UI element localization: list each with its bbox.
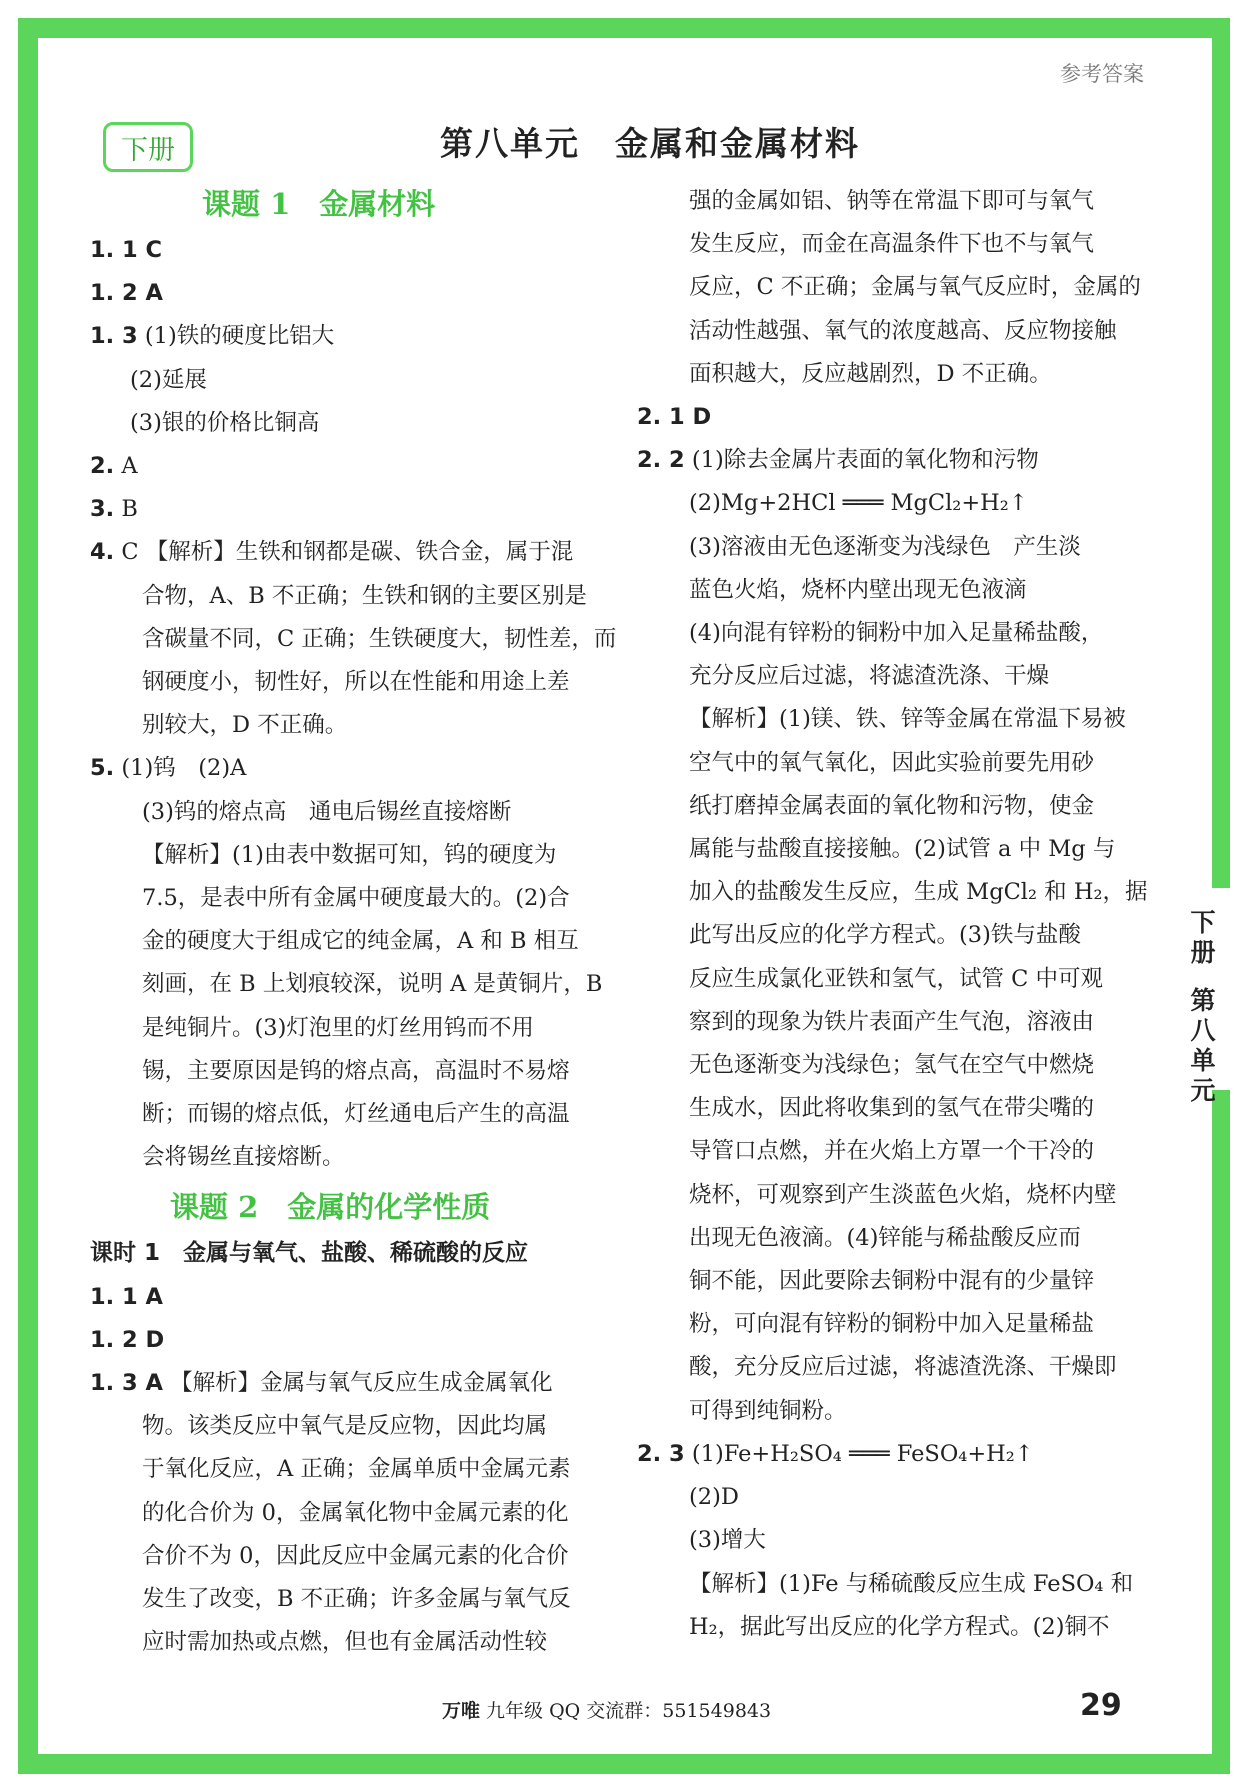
answer-line <box>90 747 620 790</box>
answer-number: 3. <box>90 496 115 523</box>
page-frame-bottom <box>18 1754 1230 1774</box>
answer-text: 钢硬度小，韧性好，所以在性能和用途上差 <box>142 669 570 696</box>
answer-text: 金的硬度大于组成它的纯金属，A 和 B 相互 <box>142 928 579 955</box>
answer-number: 5. <box>90 755 115 782</box>
answer-text: 出现无色液滴。(4)锌能与稀盐酸反应而 <box>689 1224 1081 1251</box>
answer-line <box>637 526 1157 569</box>
page-number: 29 <box>1080 1688 1122 1723</box>
answer-text: 合价不为 0，因此反应中金属元素的化合价 <box>142 1542 569 1569</box>
answer-line <box>637 785 1157 828</box>
answer-number: 1. 1 C <box>90 237 163 263</box>
answer-line <box>637 439 1157 482</box>
answer-line <box>637 1563 1157 1606</box>
answer-text: 面积越大，反应越剧烈，D 不正确。 <box>689 360 1052 387</box>
answer-text: 活动性越强、氧气的浓度越高、反应物接触 <box>689 317 1117 344</box>
answer-text: A <box>114 453 138 480</box>
answer-text: 7.5，是表中所有金属中硬度最大的。(2)合 <box>142 885 570 912</box>
answer-text: 于氧化反应，A 正确；金属单质中金属元素 <box>142 1456 571 1483</box>
answer-text: (1)除去金属片表面的氧化物和污物 <box>684 447 1039 474</box>
answer-line <box>90 359 620 402</box>
answer-line <box>90 661 620 704</box>
answer-line <box>637 310 1157 353</box>
answer-line <box>90 1093 620 1136</box>
footer-text: 九年级 QQ 交流群：551549843 <box>480 1700 772 1722</box>
answer-line <box>90 1448 620 1491</box>
answer-text: (2)D <box>689 1484 739 1511</box>
answer-text: 加入的盐酸发生反应，生成 MgCl₂ 和 H₂，据 <box>689 879 1148 906</box>
answer-text: (2)Mg+2HCl ═══ MgCl₂+H₂↑ <box>689 490 1028 517</box>
answer-text: (1)铁的硬度比铝大 <box>137 323 335 350</box>
left-column <box>90 180 620 1664</box>
answer-line <box>90 445 620 488</box>
answer-text: 无色逐渐变为浅绿色；氢气在空气中燃烧 <box>689 1052 1095 1079</box>
answer-line <box>637 958 1157 1001</box>
answer-line <box>90 1136 620 1179</box>
answer-line <box>90 575 620 618</box>
answer-line <box>637 1606 1157 1649</box>
right-column <box>637 180 1157 1649</box>
answer-line <box>637 266 1157 309</box>
answer-text: 铜不能，因此要除去铜粉中混有的少量锌 <box>689 1268 1095 1295</box>
answer-line <box>90 272 620 315</box>
answer-line <box>90 229 620 272</box>
answer-line <box>637 482 1157 525</box>
answer-text: 断；而锡的熔点低，灯丝通电后产生的高温 <box>142 1101 570 1128</box>
answer-line <box>637 612 1157 655</box>
side-tab <box>1176 888 1230 1105</box>
answer-text: 发生了改变，B 不正确；许多金属与氧气反 <box>142 1586 571 1613</box>
right-answer-list <box>637 180 1157 1649</box>
answer-line <box>637 353 1157 396</box>
answer-text: 的化合价为 0，金属氧化物中金属元素的化 <box>142 1499 569 1526</box>
answer-text: 【解析】(1)镁、铁、锌等金属在常温下易被 <box>689 706 1126 733</box>
answer-line <box>637 223 1157 266</box>
answer-line <box>90 1578 620 1621</box>
answer-line <box>637 1260 1157 1303</box>
answer-text: 此写出反应的化学方程式。(3)铁与盐酸 <box>689 922 1081 949</box>
answer-line <box>90 791 620 834</box>
answer-line <box>90 834 620 877</box>
answer-line <box>90 1007 620 1050</box>
answer-text: 【解析】(1)由表中数据可知，钨的硬度为 <box>142 841 557 868</box>
answer-line <box>90 1319 620 1362</box>
footer-brand: 万唯 <box>442 1700 481 1722</box>
section-title-1: 课题 1 金属材料 <box>202 187 436 221</box>
answer-line <box>637 1044 1157 1087</box>
volume-badge: 下册 <box>103 122 193 172</box>
answer-line <box>90 1276 620 1319</box>
page-frame-top <box>18 18 1230 38</box>
answer-line <box>90 920 620 963</box>
answer-text: 空气中的氧气氧化，因此实验前要先用砂 <box>689 749 1095 776</box>
answer-number: 2. 3 <box>637 1440 685 1467</box>
unit-title: 第八单元 金属和金属材料 <box>440 124 860 163</box>
answer-line <box>90 1050 620 1093</box>
answer-text: 应时需加热或点燃，但也有金属活动性较 <box>142 1629 548 1656</box>
answer-number: 4. <box>90 539 115 566</box>
answer-text: 反应，C 不正确；金属与氧气反应时，金属的 <box>689 274 1141 301</box>
answer-line <box>637 180 1157 223</box>
answer-text: 属能与盐酸直接接触。(2)试管 a 中 Mg 与 <box>689 836 1116 863</box>
answer-text: 酸，充分反应后过滤，将滤渣洗涤、干燥即 <box>689 1354 1117 1381</box>
answer-line <box>637 396 1157 439</box>
answer-line <box>637 828 1157 871</box>
answer-line <box>90 1405 620 1448</box>
answer-text: (3)银的价格比铜高 <box>130 409 320 436</box>
answer-text: 反应生成氯化亚铁和氢气，试管 C 中可观 <box>689 965 1104 992</box>
answer-line <box>90 1535 620 1578</box>
answer-line <box>90 315 620 358</box>
answer-text: 刻画，在 B 上划痕较深，说明 A 是黄铜片，B <box>142 971 603 998</box>
answer-text: 纸打磨掉金属表面的氧化物和污物，使金 <box>689 792 1095 819</box>
answer-line <box>90 1621 620 1664</box>
left-answer-list-2 <box>90 1276 620 1665</box>
answer-text: 粉，可向混有锌粉的铜粉中加入足量稀盐 <box>689 1311 1095 1338</box>
left-answer-list <box>90 229 620 1179</box>
answer-text: 会将锡丝直接熔断。 <box>142 1144 345 1171</box>
section-title-2: 课题 2 金属的化学性质 <box>170 1190 491 1225</box>
answers-label: 参考答案 <box>1060 62 1144 86</box>
page-frame-right-top <box>1212 18 1230 888</box>
answer-text: 强的金属如铝、钠等在常温下即可与氧气 <box>689 188 1095 214</box>
answer-text: 察到的现象为铁片表面产生气泡，溶液由 <box>689 1008 1095 1035</box>
answer-number: 1. 3 <box>90 323 138 350</box>
answer-line <box>637 914 1157 957</box>
answer-text: H₂，据此写出反应的化学方程式。(2)铜不 <box>689 1613 1110 1640</box>
answer-line <box>637 1346 1157 1389</box>
answer-line <box>637 1087 1157 1130</box>
side-tab-volume: 下册 <box>1190 908 1216 967</box>
answer-line <box>90 963 620 1006</box>
answer-line <box>90 1362 620 1405</box>
answer-line <box>637 1303 1157 1346</box>
answer-line <box>90 1492 620 1535</box>
answer-text: (3)钨的熔点高 通电后锡丝直接熔断 <box>142 798 512 825</box>
answer-line <box>637 1130 1157 1173</box>
answer-number: 2. 1 D <box>637 404 712 431</box>
answer-line <box>637 1174 1157 1217</box>
answer-line <box>637 1519 1157 1562</box>
answer-text: B <box>114 496 138 523</box>
answer-text: (1)钨 (2)A <box>114 755 247 782</box>
answer-line <box>637 698 1157 741</box>
answer-line <box>637 1217 1157 1260</box>
answer-line <box>637 871 1157 914</box>
answer-text: 生成水，因此将收集到的氢气在带尖嘴的 <box>689 1095 1095 1122</box>
answer-line <box>90 531 620 574</box>
answer-text: 是纯铜片。(3)灯泡里的灯丝用钨而不用 <box>142 1014 534 1041</box>
answer-line <box>90 618 620 661</box>
answer-text: 发生反应，而金在高温条件下也不与氧气 <box>689 231 1095 258</box>
answer-number: 1. 2 D <box>90 1326 165 1353</box>
answer-line <box>90 704 620 747</box>
answer-text: (2)延展 <box>130 366 207 393</box>
answer-number: 1. 2 A <box>90 280 163 307</box>
answer-line <box>637 655 1157 698</box>
answer-number: 1. 3 A <box>90 1370 163 1397</box>
answer-text: (3)增大 <box>689 1527 766 1554</box>
answer-number: 1. 1 A <box>90 1283 163 1310</box>
page-frame-left <box>18 18 38 1774</box>
answer-text: 别较大，D 不正确。 <box>142 712 348 739</box>
answer-line <box>637 742 1157 785</box>
answer-text: 物。该类反应中氧气是反应物，因此均属 <box>142 1413 548 1440</box>
page-frame-right-bottom <box>1212 1090 1230 1774</box>
answer-line <box>637 1476 1157 1519</box>
answer-text: 导管口点燃，并在火焰上方罩一个干冷的 <box>689 1138 1095 1165</box>
answer-text: 【解析】(1)Fe 与稀硫酸反应生成 FeSO₄ 和 <box>689 1570 1134 1597</box>
answer-text: 【解析】金属与氧气反应生成金属氧化 <box>162 1370 553 1397</box>
answer-text: 烧杯，可观察到产生淡蓝色火焰，烧杯内壁 <box>689 1181 1117 1208</box>
answer-text: (4)向混有锌粉的铜粉中加入足量稀盐酸， <box>689 620 1104 647</box>
answer-line <box>637 1390 1157 1433</box>
answer-text: 合物，A、B 不正确；生铁和钢的主要区别是 <box>142 582 587 609</box>
answer-text: (3)溶液由无色逐渐变为浅绿色 产生淡 <box>689 533 1081 560</box>
answer-text: 可得到纯铜粉。 <box>689 1397 847 1424</box>
answer-number: 2. 2 <box>637 447 685 474</box>
answer-line <box>637 1001 1157 1044</box>
side-tab-unit: 第八单元 <box>1190 986 1216 1105</box>
answer-text: 含碳量不同，C 正确；生铁硬度大，韧性差，而 <box>142 625 617 652</box>
lesson-title: 课时 1 金属与氧气、盐酸、稀硫酸的反应 <box>90 1240 529 1267</box>
answer-text: 蓝色火焰，烧杯内壁出现无色液滴 <box>689 576 1027 603</box>
answer-line <box>637 569 1157 612</box>
answer-line <box>90 402 620 445</box>
answer-number: 2. <box>90 453 115 480</box>
answer-text: 锡，主要原因是钨的熔点高，高温时不易熔 <box>142 1057 570 1084</box>
answer-line <box>90 488 620 531</box>
answer-line <box>90 877 620 920</box>
footer-info <box>442 1696 771 1723</box>
answer-text: (1)Fe+H₂SO₄ ═══ FeSO₄+H₂↑ <box>684 1440 1034 1467</box>
answer-text: C 【解析】生铁和钢都是碳、铁合金，属于混 <box>114 539 574 566</box>
answer-line <box>637 1433 1157 1476</box>
answer-text: 充分反应后过滤，将滤渣洗涤、干燥 <box>689 663 1050 690</box>
